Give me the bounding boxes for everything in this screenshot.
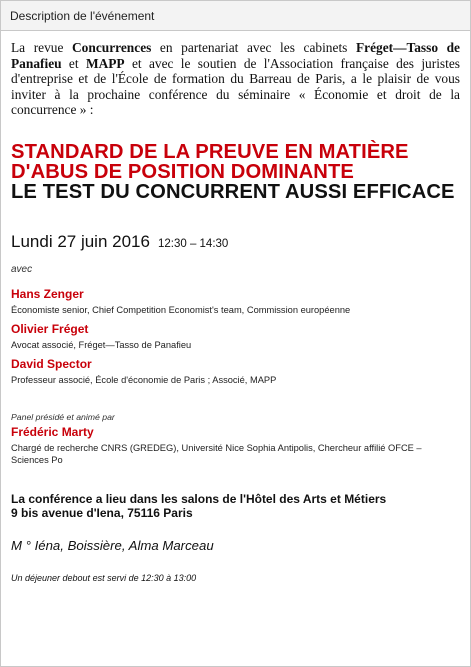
panel-header-title: Description de l'événement <box>10 9 155 23</box>
speaker-name: Olivier Fréget <box>11 321 89 336</box>
speaker-name: Hans Zenger <box>11 286 84 301</box>
date-row <box>11 232 460 254</box>
intro-text-2: en partenariat avec les cabinets <box>151 40 356 55</box>
panel-header <box>1 1 470 31</box>
intro-text-1: La revue <box>11 40 73 55</box>
avec-label: avec <box>11 263 33 275</box>
event-title-black: LE TEST DU CONCURRENT AUSSI EFFICACE <box>11 180 455 203</box>
intro-paragraph <box>11 40 460 118</box>
metro-stations: M ° Iéna, Boissière, Alma Marceau <box>11 537 214 553</box>
moderator-role: Chargé de recherche CNRS (GREDEG), Université Nice Sophia Antipolis, Chercheur affilié OFCE – Sciences Po <box>11 442 422 465</box>
intro-bold-concurrences: Concurrences <box>72 40 152 55</box>
speaker-role: Avocat associé, Fréget—Tasso de Panafieu <box>11 339 192 350</box>
event-date: Lundi 27 juin 2016 <box>11 231 150 251</box>
moderator-name: Frédéric Marty <box>11 424 94 439</box>
venue-line-2: 9 bis avenue d'Iena, 75116 Paris <box>11 506 193 520</box>
event-time: 12:30 – 14:30 <box>157 237 229 250</box>
event-content <box>1 40 470 583</box>
event-title-red: STANDARD DE LA PREUVE EN MATIÈRE D'ABUS DE POSITION DOMINANTE <box>11 140 409 183</box>
speaker-role: Économiste senior, Chief Competition Economist's team, Commission européenne <box>11 304 351 315</box>
intro-text-4: et avec le soutien de l'Association française des juristes d'entreprise et de l'École de formation du Barreau de Paris, a le plaisir de vous inviter à la prochaine conférence du séminaire « Économie et droit de la concurrence » : <box>11 55 461 117</box>
speaker <box>11 287 460 316</box>
speaker <box>11 357 460 386</box>
panel-label: Panel présidé et animé par <box>11 411 115 422</box>
speaker <box>11 322 460 351</box>
intro-bold-freget: Fréget—Tasso de Panafieu <box>11 40 461 71</box>
venue-line-1: La conférence a lieu dans les salons de l'Hôtel des Arts et Métiers <box>11 491 387 506</box>
lunch-note: Un déjeuner debout est servi de 12:30 à 13:00 <box>11 572 197 583</box>
venue <box>11 492 460 521</box>
speaker-name: David Spector <box>11 356 92 371</box>
intro-text-3: et <box>61 55 86 71</box>
speaker-role: Professeur associé, École d'économie de Paris ; Associé, MAPP <box>11 374 277 385</box>
intro-bold-mapp: MAPP <box>85 55 125 71</box>
